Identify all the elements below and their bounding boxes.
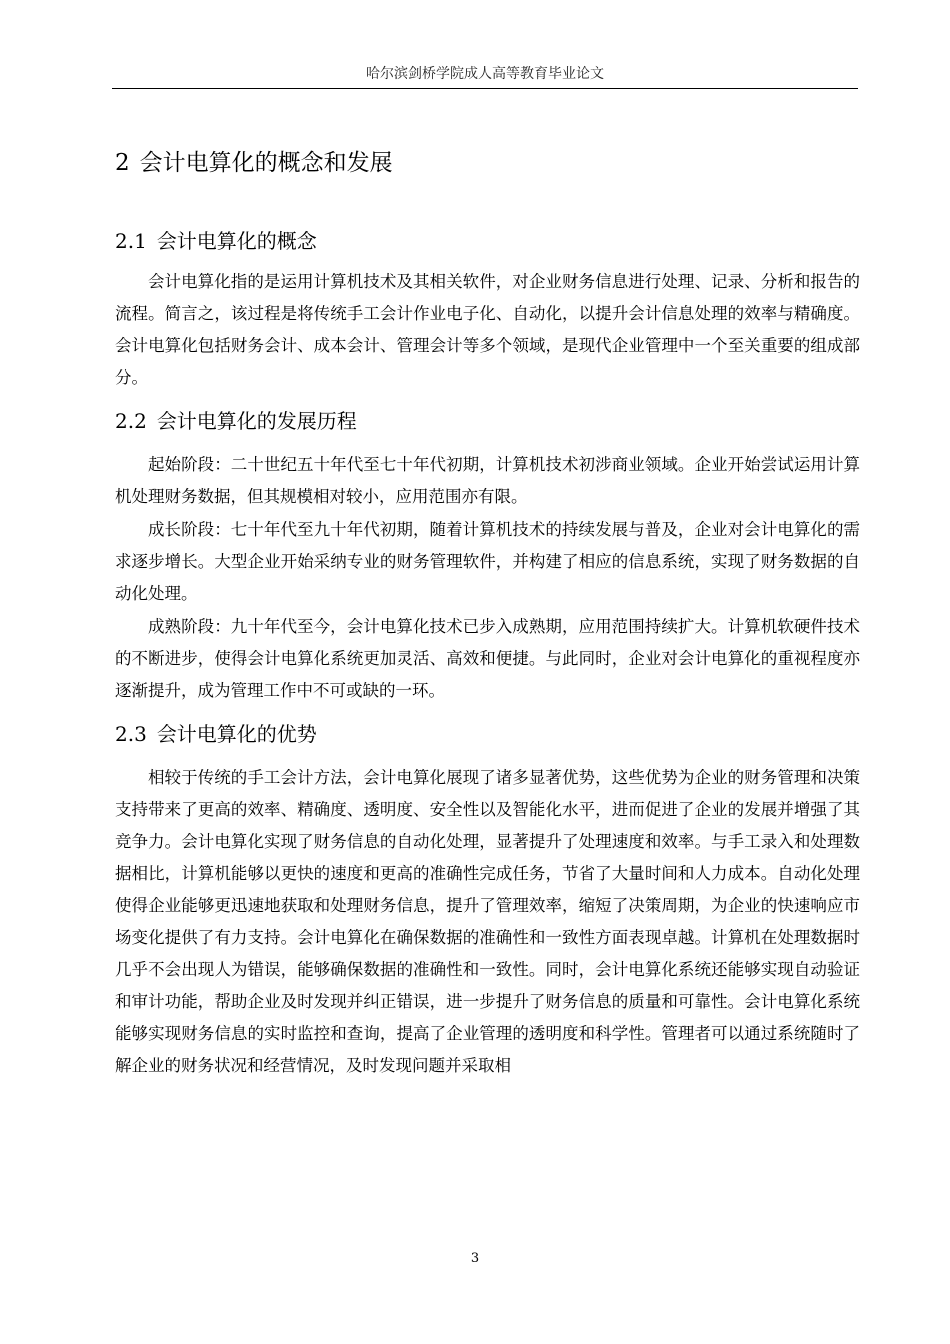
section-number: 2.3 bbox=[115, 722, 147, 746]
chapter-title: 会计电算化的概念和发展 bbox=[139, 150, 393, 176]
header-divider bbox=[112, 88, 858, 89]
section-title: 会计电算化的发展历程 bbox=[156, 409, 357, 433]
page-number: 3 bbox=[470, 1251, 480, 1266]
section-number: 2.2 bbox=[115, 409, 147, 433]
paragraph: 相较于传统的手工会计方法，会计电算化展现了诸多显著优势，这些优势为企业的财务管理和决策支持带来了更高的效率、精确度、透明度、安全性以及智能化水平，进而促进了企业的发展并增强了其竞争力。会计电算化实现了财务信息的自动化处理，显著提升了处理速度和效率。与手工录入和处理数据相比，计算机能够以更快的速度和更高的准确性完成任务，节省了大量时间和人力成本。自动化处理使得企业能够更迅速地获取和处理财务信息，提升了管理效率，缩短了决策周期，为企业的快速响应市场变化提供了有力支持。会计电算化在确保数据的准确性和一致性方面表现卓越。计算机在处理数据时几乎不会出现人为错误，能够确保数据的准确性和一致性。同时，会计电算化系统还能够实现自动验证和审计功能，帮助企业及时发现并纠正错误，进一步提升了财务信息的质量和可靠性。会计电算化系统能够实现财务信息的实时监控和查询，提高了企业管理的透明度和科学性。管理者可以通过系统随时了解企业的财务状况和经营情况，及时发现问题并采取相 bbox=[115, 768, 860, 1075]
section-title: 会计电算化的优势 bbox=[156, 722, 317, 746]
section-title: 会计电算化的概念 bbox=[156, 229, 317, 253]
paragraph: 会计电算化指的是运用计算机技术及其相关软件，对企业财务信息进行处理、记录、分析和报告的流程。简言之，该过程是将传统手工会计作业电子化、自动化，以提升会计信息处理的效率与精确度。会计电算化包括财务会计、成本会计、管理会计等多个领域，是现代企业管理中一个至关重要的组成部分。 bbox=[115, 272, 860, 387]
section-heading-2-1 bbox=[115, 226, 317, 256]
chapter-number: 2 bbox=[115, 150, 130, 176]
chapter-heading bbox=[115, 146, 393, 180]
section-heading-2-2 bbox=[115, 406, 357, 436]
running-header: 哈尔滨剑桥学院成人高等教育毕业论文 bbox=[366, 66, 604, 82]
section-heading-2-3 bbox=[115, 719, 317, 749]
section-number: 2.1 bbox=[115, 229, 147, 253]
paragraph: 起始阶段：二十世纪五十年代至七十年代初期，计算机技术初涉商业领域。企业开始尝试运用计算机处理财务数据，但其规模相对较小，应用范围亦有限。 bbox=[115, 455, 860, 506]
paragraph: 成长阶段：七十年代至九十年代初期，随着计算机技术的持续发展与普及，企业对会计电算化的需求逐步增长。大型企业开始采纳专业的财务管理软件，并构建了相应的信息系统，实现了财务数据的自动化处理。 bbox=[115, 520, 860, 603]
paragraph: 成熟阶段：九十年代至今，会计电算化技术已步入成熟期，应用范围持续扩大。计算机软硬件技术的不断进步，使得会计电算化系统更加灵活、高效和便捷。与此同时，企业对会计电算化的重视程度亦逐渐提升，成为管理工作中不可或缺的一环。 bbox=[115, 617, 860, 700]
